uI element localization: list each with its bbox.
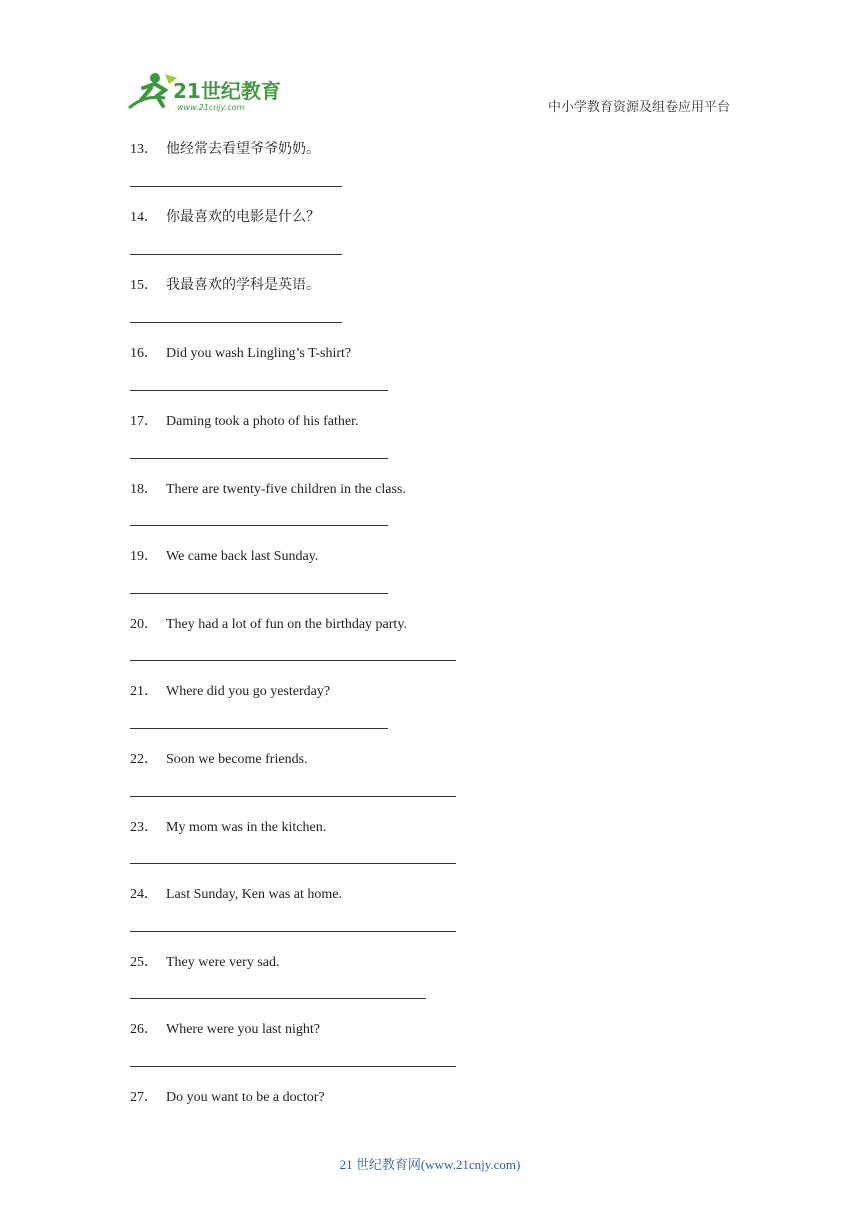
- question-text: 他经常去看望爷爷奶奶。: [166, 142, 320, 157]
- answer-line[interactable]: [130, 728, 388, 729]
- answer-line[interactable]: [130, 254, 342, 255]
- footer-link[interactable]: 21 世纪教育网(www.21cnjy.com): [339, 1157, 521, 1172]
- question-number: 16．: [130, 346, 158, 361]
- answer-line[interactable]: [130, 660, 456, 661]
- question-number: 21．: [130, 684, 158, 699]
- answer-line[interactable]: [130, 863, 456, 864]
- question-13: [130, 138, 320, 158]
- question-21: [130, 680, 330, 700]
- question-number: 25．: [130, 955, 158, 970]
- logo-url: www.21cnjy.com: [177, 103, 245, 112]
- question-number: 13．: [130, 142, 158, 157]
- question-text: There are twenty-five children in the class.: [166, 482, 406, 497]
- question-text: Where were you last night?: [166, 1022, 320, 1037]
- question-number: 23．: [130, 820, 158, 835]
- question-text: Where did you go yesterday?: [166, 684, 331, 699]
- answer-line[interactable]: [130, 796, 456, 797]
- answer-line[interactable]: [130, 458, 388, 459]
- question-number: 20．: [130, 617, 158, 632]
- question-text: Daming took a photo of his father.: [166, 414, 359, 429]
- question-24: [130, 883, 342, 903]
- question-number: 22．: [130, 752, 158, 767]
- question-17: [130, 410, 358, 430]
- question-number: 24．: [130, 887, 158, 902]
- question-14: [130, 206, 320, 226]
- question-text: Did you wash Lingling’s T-shirt?: [166, 346, 352, 361]
- question-text: They were very sad.: [166, 955, 280, 970]
- answer-line[interactable]: [130, 322, 342, 323]
- answer-line[interactable]: [130, 998, 426, 999]
- answer-line[interactable]: [130, 931, 456, 932]
- question-text: 我最喜欢的学科是英语。: [166, 278, 320, 293]
- question-text: My mom was in the kitchen.: [166, 820, 327, 835]
- question-number: 18．: [130, 482, 158, 497]
- question-text: They had a lot of fun on the birthday party.: [166, 617, 407, 632]
- question-text: Soon we become friends.: [166, 752, 308, 767]
- question-20: [130, 613, 407, 633]
- question-text: Do you want to be a doctor?: [166, 1090, 325, 1105]
- question-number: 14．: [130, 210, 158, 225]
- question-number: 26．: [130, 1022, 158, 1037]
- question-number: 27．: [130, 1090, 158, 1105]
- answer-line[interactable]: [130, 390, 388, 391]
- question-19: [130, 545, 318, 565]
- question-15: [130, 274, 320, 294]
- question-text: Last Sunday, Ken was at home.: [166, 887, 342, 902]
- answer-line[interactable]: [130, 525, 388, 526]
- question-text: We came back last Sunday.: [166, 549, 319, 564]
- answer-line[interactable]: [130, 1066, 456, 1067]
- question-27: [130, 1086, 325, 1106]
- question-number: 15．: [130, 278, 158, 293]
- 21cnjy-logo: [121, 68, 291, 116]
- question-25: [130, 951, 280, 971]
- question-26: [130, 1018, 320, 1038]
- question-23: [130, 816, 326, 836]
- question-16: [130, 342, 351, 362]
- question-text: 你最喜欢的电影是什么？: [166, 210, 320, 225]
- question-18: [130, 478, 406, 498]
- question-number: 17．: [130, 414, 158, 429]
- question-22: [130, 748, 308, 768]
- answer-line[interactable]: [130, 593, 388, 594]
- logo-title: 21世纪教育: [173, 79, 281, 103]
- answer-line[interactable]: [130, 186, 342, 187]
- question-number: 19．: [130, 549, 158, 564]
- platform-name: 中小学教育资源及组卷应用平台: [547, 99, 730, 114]
